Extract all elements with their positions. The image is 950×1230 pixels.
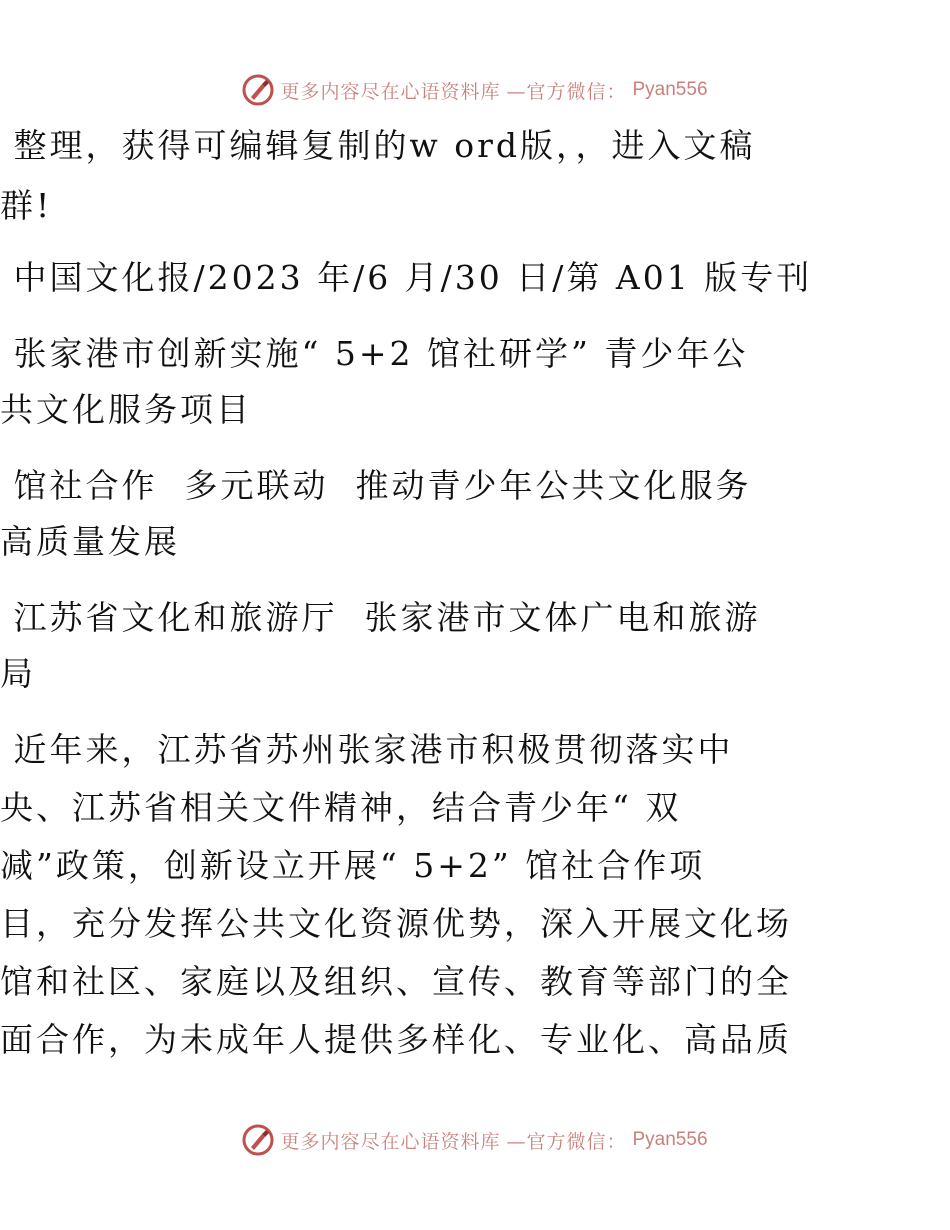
watermark-wechat: Pyan556 <box>632 79 708 100</box>
text-line: 江苏省文化和旅游厅 张家港市文体广电和旅游 <box>0 598 761 637</box>
watermark-brand: 更多内容尽在心语资料库 <box>280 80 501 103</box>
watermark-separator: —官方微信： <box>506 1130 627 1153</box>
text-line: 面合作，为未成年人提供多样化、专业化、高品质 <box>0 1020 792 1059</box>
text-line: 馆和社区、家庭以及组织、宣传、教育等部门的全 <box>0 962 792 1001</box>
text-line: 张家港市创新实施“ 5+2 馆社研学” 青少年公 <box>0 334 749 373</box>
watermark-separator: —官方微信： <box>506 80 627 103</box>
text-line: 中国文化报/2023 年/6 月/30 日/第 A01 版专刊 <box>0 258 813 297</box>
watermark-brand: 更多内容尽在心语资料库 <box>280 1130 501 1153</box>
text-line: 近年来，江苏省苏州张家港市积极贯彻落实中 <box>0 730 734 769</box>
watermark-header <box>0 70 950 110</box>
watermark-footer <box>0 1120 950 1160</box>
text-line: 整理，获得可编辑复制的w ord版，，进入文稿 <box>0 126 756 165</box>
text-line: 高质量发展 <box>0 522 180 561</box>
pen-logo-icon <box>242 74 274 106</box>
text-line: 央、江苏省相关文件精神，结合青少年“ 双 <box>0 788 682 827</box>
text-line: 馆社合作 多元联动 推动青少年公共文化服务 <box>0 466 752 505</box>
pen-logo-icon <box>242 1124 274 1156</box>
text-line: 群! <box>0 186 53 225</box>
text-line: 局 <box>0 654 36 693</box>
text-line: 共文化服务项目 <box>0 390 252 429</box>
text-line: 目，充分发挥公共文化资源优势，深入开展文化场 <box>0 904 792 943</box>
text-line: 减”政策，创新设立开展“ 5+2” 馆社合作项 <box>0 846 706 885</box>
watermark-wechat: Pyan556 <box>632 1129 708 1150</box>
